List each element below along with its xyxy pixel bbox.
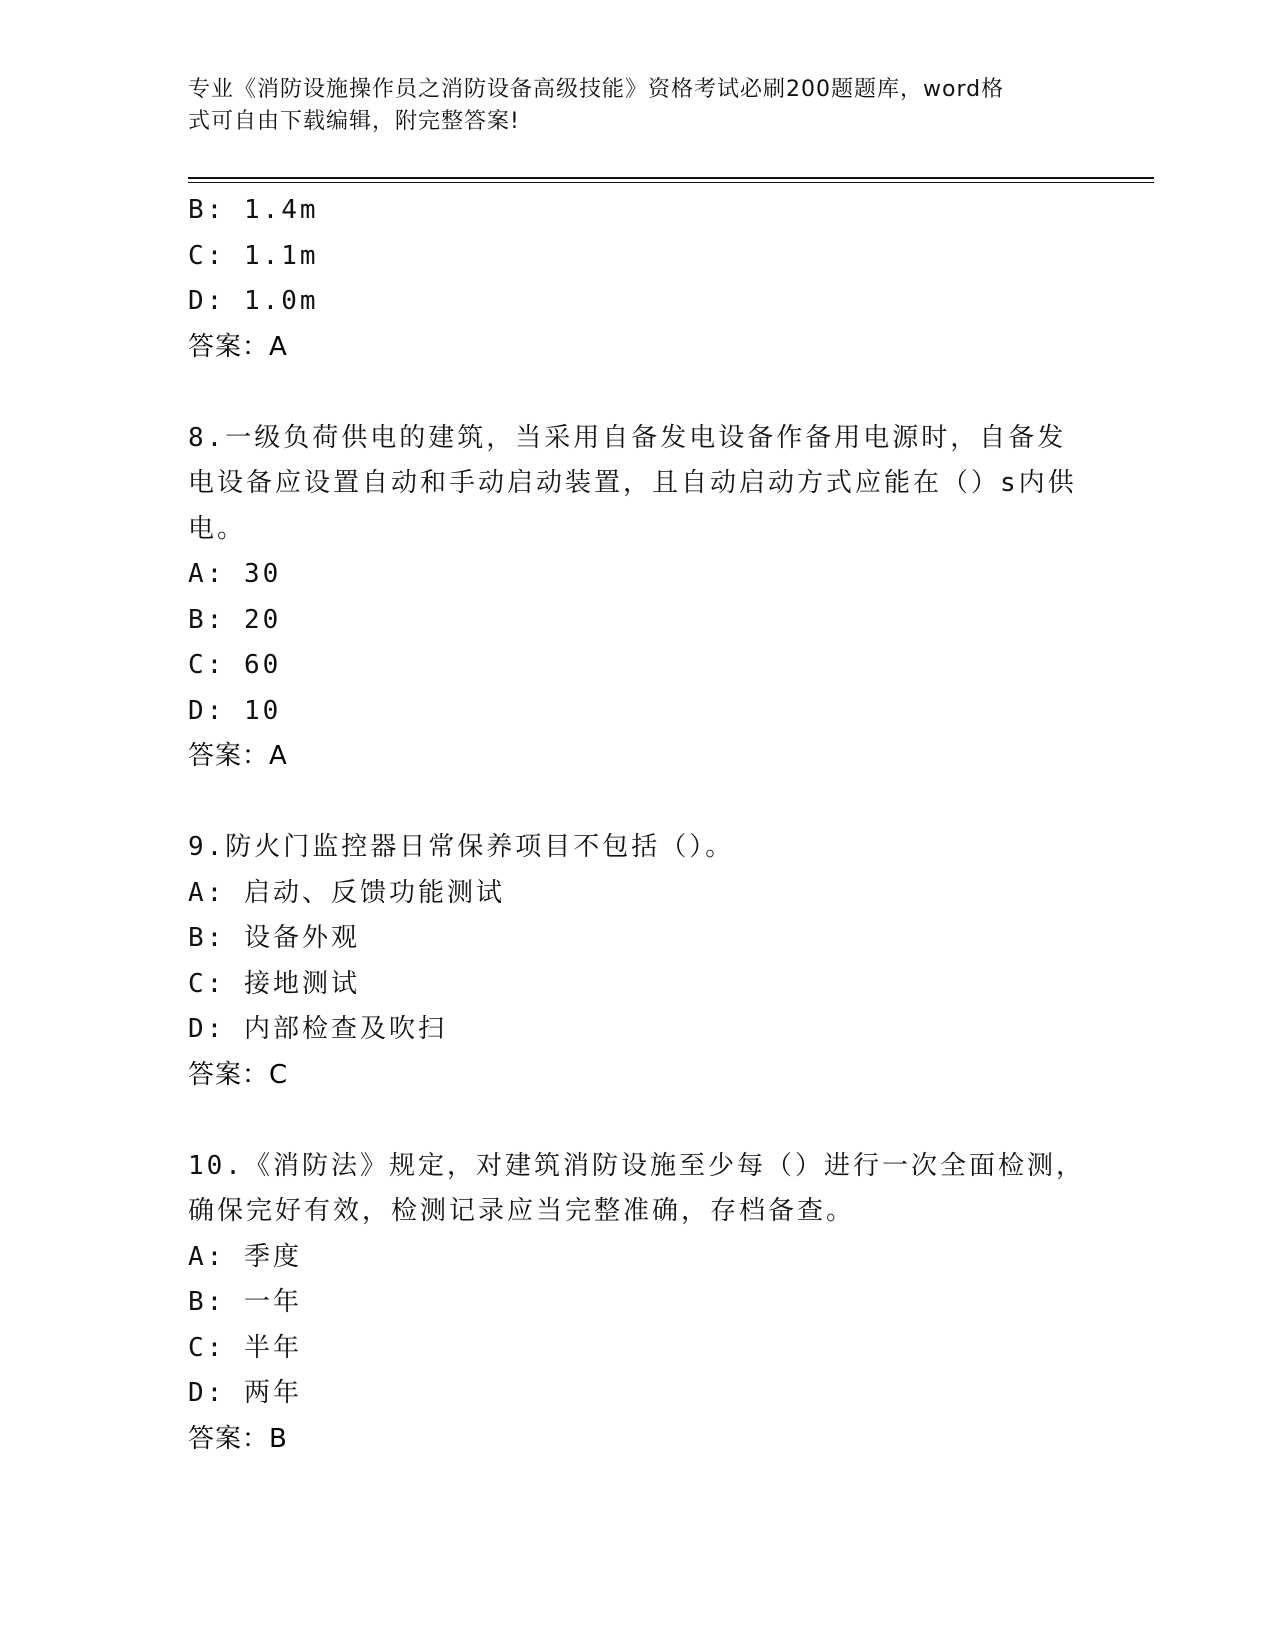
option-b: B: 设备外观: [188, 923, 360, 953]
question-10: [188, 1144, 1088, 1463]
question-text-line: 确保完好有效，检测记录应当完整准确，存档备查。: [188, 1196, 856, 1226]
header-line-2: 式可自由下载编辑，附完整答案!: [188, 109, 520, 134]
question-8: [188, 416, 1088, 780]
spacer: [188, 1098, 1088, 1144]
option-d: D: 1.0m: [188, 286, 319, 316]
question-text-line: 10.《消防法》规定，对建筑消防设施至少每（）进行一次全面检测，: [188, 1150, 1085, 1181]
header-line-1: 专业《消防设施操作员之消防设备高级技能》资格考试必刷200题题库，word格: [188, 77, 1005, 102]
option-b: B: 一年: [188, 1287, 302, 1317]
option-b: B: 20: [188, 604, 282, 635]
question-list: [188, 188, 1088, 1462]
answer-line: 答案：A: [188, 741, 288, 771]
option-d: D: 内部检查及吹扫: [188, 1014, 447, 1044]
option-c: C: 半年: [188, 1332, 302, 1363]
option-a: A: 启动、反馈功能测试: [188, 877, 505, 908]
spacer: [188, 780, 1088, 826]
answer-line: 答案：C: [188, 1059, 289, 1090]
option-d: D: 10: [188, 695, 282, 726]
option-c: C: 1.1m: [188, 240, 319, 271]
question-7: [188, 188, 1088, 370]
option-c: C: 接地测试: [188, 968, 360, 999]
answer-line: 答案：A: [188, 331, 288, 362]
page-header: [188, 74, 1068, 138]
option-a: A: 30: [188, 559, 282, 589]
spacer: [188, 370, 1088, 416]
question-text-line: 电设备应设置自动和手动启动装置，且自动启动方式应能在（）s内供: [188, 468, 1077, 498]
option-c: C: 60: [188, 650, 282, 680]
header-divider-thick: [188, 177, 1154, 179]
header-divider-thin: [188, 182, 1154, 183]
question-text-line: 8.一级负荷供电的建筑，当采用自备发电设备作备用电源时，自备发: [188, 422, 1067, 453]
question-text-line: 电。: [188, 513, 247, 544]
question-9: [188, 825, 1088, 1098]
question-text-line: 9.防火门监控器日常保养项目不包括（）。: [188, 832, 735, 862]
option-d: D: 两年: [188, 1378, 302, 1408]
option-a: A: 季度: [188, 1241, 302, 1272]
answer-line: 答案：B: [188, 1423, 288, 1454]
option-b: B: 1.4m: [188, 195, 319, 225]
